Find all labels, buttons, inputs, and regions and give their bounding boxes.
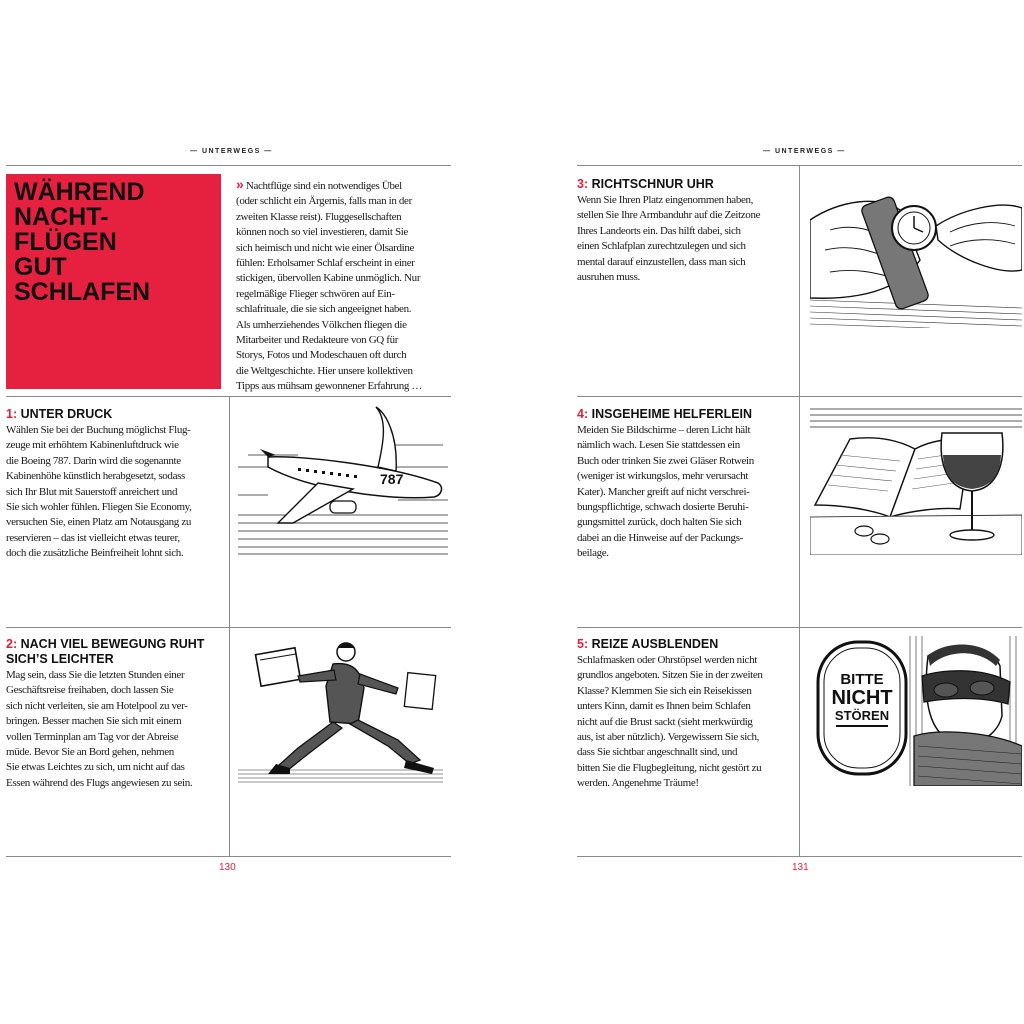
- tip-title: UNTER DRUCK: [20, 407, 113, 421]
- intro-line: (oder schlicht ein Ärgernis, falls man in der: [236, 195, 412, 208]
- intro-line: Storys, Fotos und Modeschauen oft durch: [236, 349, 407, 362]
- tip-line: Sie etwas Leichtes zu sich, um nicht auf das: [6, 761, 185, 774]
- tip-line: bungspflichtige, schwach dosierte Beruhi-: [577, 501, 749, 514]
- tip-line: unters Kinn, damit es Ihnen beim Schlafen: [577, 700, 751, 713]
- tip-2-heading: [6, 637, 204, 667]
- tip-line: mental darauf einzustellen, dass man sich: [577, 255, 746, 268]
- tip-number: 2:: [6, 637, 18, 651]
- tip-line: Geschäftsreise freihaben, doch lassen Sie: [6, 684, 174, 697]
- tip-title: NACH VIEL BEWEGUNG RUHT: [20, 637, 205, 651]
- tip-line: bitten Sie die Flugbegleitung, nicht gestört zu: [577, 761, 762, 774]
- tip-line: doch die zusätzliche Beinfreiheit lohnt sich.: [6, 547, 184, 560]
- left-bottom-rule: [6, 856, 451, 857]
- tip-line: nämlich wach. Lesen Sie stattdessen ein: [577, 439, 740, 452]
- tip-line: zeuge mit erhöhtem Kabinenluftdruck wie: [6, 439, 179, 452]
- left-page-number: 130: [219, 862, 236, 873]
- tip-line: nicht auf die Brust sackt (sieht merkwürdig: [577, 715, 753, 728]
- tip-title: INSGEHEIME HELFERLEIN: [591, 407, 753, 421]
- title-line: GUT: [14, 253, 67, 281]
- tip-line: ausruhen muss.: [577, 271, 640, 284]
- intro-line: sich heimisch und nicht wie einer Ölsardine: [236, 241, 415, 254]
- tip-line: bringen. Besser machen Sie sich mit einem: [6, 715, 182, 728]
- tip-line: Meiden Sie Bildschirme – deren Licht hält: [577, 424, 751, 436]
- tip-line: beilage.: [577, 547, 609, 560]
- tip-line: Kater). Mancher greift auf nicht verschrei-: [577, 485, 750, 498]
- tip-2-text: [6, 668, 226, 791]
- intro-line: Mitarbeiter und Redakteure von GQ für: [236, 334, 399, 347]
- left-column-rule: [229, 396, 230, 856]
- tip-line: werden. Angenehme Träume!: [577, 777, 699, 790]
- intro-line: stickigen, übervollen Kabine unmöglich. Nur: [236, 272, 421, 285]
- intro-line: fühlen: Erholsamer Schlaf erscheint in einer: [236, 257, 415, 270]
- intro-line: Als umherziehendes Völkchen fliegen die: [236, 318, 407, 331]
- tip-line: Kabinenhöhe künstlich herabgesetzt, sodass: [6, 470, 185, 483]
- tip-line: reservieren – das ist vielleicht etwas teurer,: [6, 531, 180, 544]
- plane-787-label: 787: [380, 471, 404, 487]
- wristwatch-illustration: [810, 180, 1022, 328]
- title-line: FLÜGEN: [14, 228, 117, 256]
- tip-line: sich Ihr Blut mit Sauerstoff anreichert und: [6, 485, 178, 498]
- title-line: NACHT-: [14, 203, 109, 231]
- intro-line: die Weltgeschichte. Hier unsere kollektiven: [236, 364, 413, 377]
- tip-1-text: [6, 423, 226, 562]
- tip-number: 3:: [577, 177, 589, 191]
- tip-line: Wenn Sie Ihren Platz eingenommen haben,: [577, 194, 754, 206]
- tip-title: SICH’S LEICHTER: [6, 652, 114, 666]
- intro-line: regelmäßige Flieger schwören auf Ein-: [236, 287, 395, 300]
- right-column-rule: [799, 166, 800, 856]
- tip-5-text: [577, 653, 797, 792]
- tip-line: aus, ist aber nützlich). Vergewissern Sie sich,: [577, 731, 760, 744]
- tip-line: Klasse? Klemmen Sie sich ein Reisekissen: [577, 684, 752, 697]
- tip-line: Essen während des Flugs angewiesen zu sein.: [6, 776, 193, 789]
- tip-line: Sie sich wohler fühlen. Fliegen Sie Economy,: [6, 501, 192, 514]
- tip-line: versuchen Sie, einen Platz am Notausgang zu: [6, 516, 192, 529]
- article-title: [14, 180, 214, 305]
- tip-4-heading: [577, 407, 752, 422]
- tip-line: dass Sie sichtbar angeschnallt sind, und: [577, 746, 738, 759]
- title-line: WÄHREND: [14, 178, 145, 206]
- tip-4-text: [577, 423, 797, 562]
- tip-line: Buch oder trinken Sie zwei Gläser Rotwein: [577, 454, 754, 467]
- running-businessman-illustration: [238, 636, 443, 786]
- title-line: SCHLAFEN: [14, 278, 151, 306]
- tip-line: Mag sein, dass Sie die letzten Stunden einer: [6, 669, 185, 681]
- intro-line: schlafrituale, die sie sich angeeignet haben.: [236, 303, 412, 316]
- right-page-number: 131: [792, 862, 809, 873]
- sign-text-line: STÖREN: [834, 708, 890, 723]
- airplane-illustration: [238, 405, 448, 555]
- tip-3-text: [577, 193, 797, 285]
- tip-line: (weniger ist wirkungslos, mehr verursacht: [577, 470, 749, 483]
- right-bottom-rule: [577, 856, 1022, 857]
- tip-title: RICHTSCHNUR UHR: [591, 177, 714, 191]
- tip-line: müde. Bevor Sie an Bord gehen, nehmen: [6, 746, 174, 759]
- tip-line: die Boeing 787. Darin wird die sogenannte: [6, 454, 181, 467]
- intro-line: können noch so viel investieren, damit Sie: [236, 226, 408, 239]
- intro-line: zweiten Klasse reist). Fluggesellschaften: [236, 210, 402, 223]
- right-running-header: — UNTERWEGS —: [763, 148, 846, 155]
- tip-number: 5:: [577, 637, 589, 651]
- left-top-rule: [6, 165, 451, 166]
- chevron-marker-icon: »: [236, 176, 244, 192]
- tip-title: REIZE AUSBLENDEN: [591, 637, 719, 651]
- intro-line: Tipps aus mühsam gewonnener Erfahrung …: [236, 380, 423, 393]
- intro-line: Nachtflüge sind ein notwendiges Übel: [245, 180, 402, 192]
- tip-line: Schlafmasken oder Ohrstöpsel werden nicht: [577, 654, 757, 666]
- tip-3-heading: [577, 177, 714, 192]
- book-and-wine-illustration: [810, 405, 1022, 555]
- tip-number: 4:: [577, 407, 589, 421]
- left-running-header: — UNTERWEGS —: [190, 148, 273, 155]
- sign-text-line: NICHT: [831, 687, 893, 709]
- intro-text: [236, 177, 448, 395]
- tip-line: stellen Sie Ihre Armbanduhr auf die Zeitzone: [577, 209, 761, 222]
- tip-line: Ihres Landeorts ein. Das hilft dabei, sich: [577, 224, 741, 237]
- sign-text-line: BITTE: [840, 671, 884, 688]
- tip-line: Wählen Sie bei der Buchung möglichst Flug-: [6, 424, 191, 436]
- tip-number: 1:: [6, 407, 18, 421]
- tip-1-heading: [6, 407, 112, 422]
- tip-line: grundlos angeboten. Sitzen Sie in der zweiten: [577, 669, 763, 682]
- tip-line: gungsmittel zurück, doch halten Sie sich: [577, 516, 742, 529]
- tip-line: vollen Terminplan am Tag vor der Abreise: [6, 730, 179, 743]
- sleeping-passenger-illustration: [810, 636, 1022, 786]
- tip-line: einen Schlafplan zurechtzulegen und sich: [577, 240, 746, 253]
- tip-line: dabei an die Hinweise auf der Packungs-: [577, 531, 743, 544]
- tip-5-heading: [577, 637, 718, 652]
- tip-line: sich nicht verleiten, sie am Hotelpool zu ver-: [6, 699, 188, 712]
